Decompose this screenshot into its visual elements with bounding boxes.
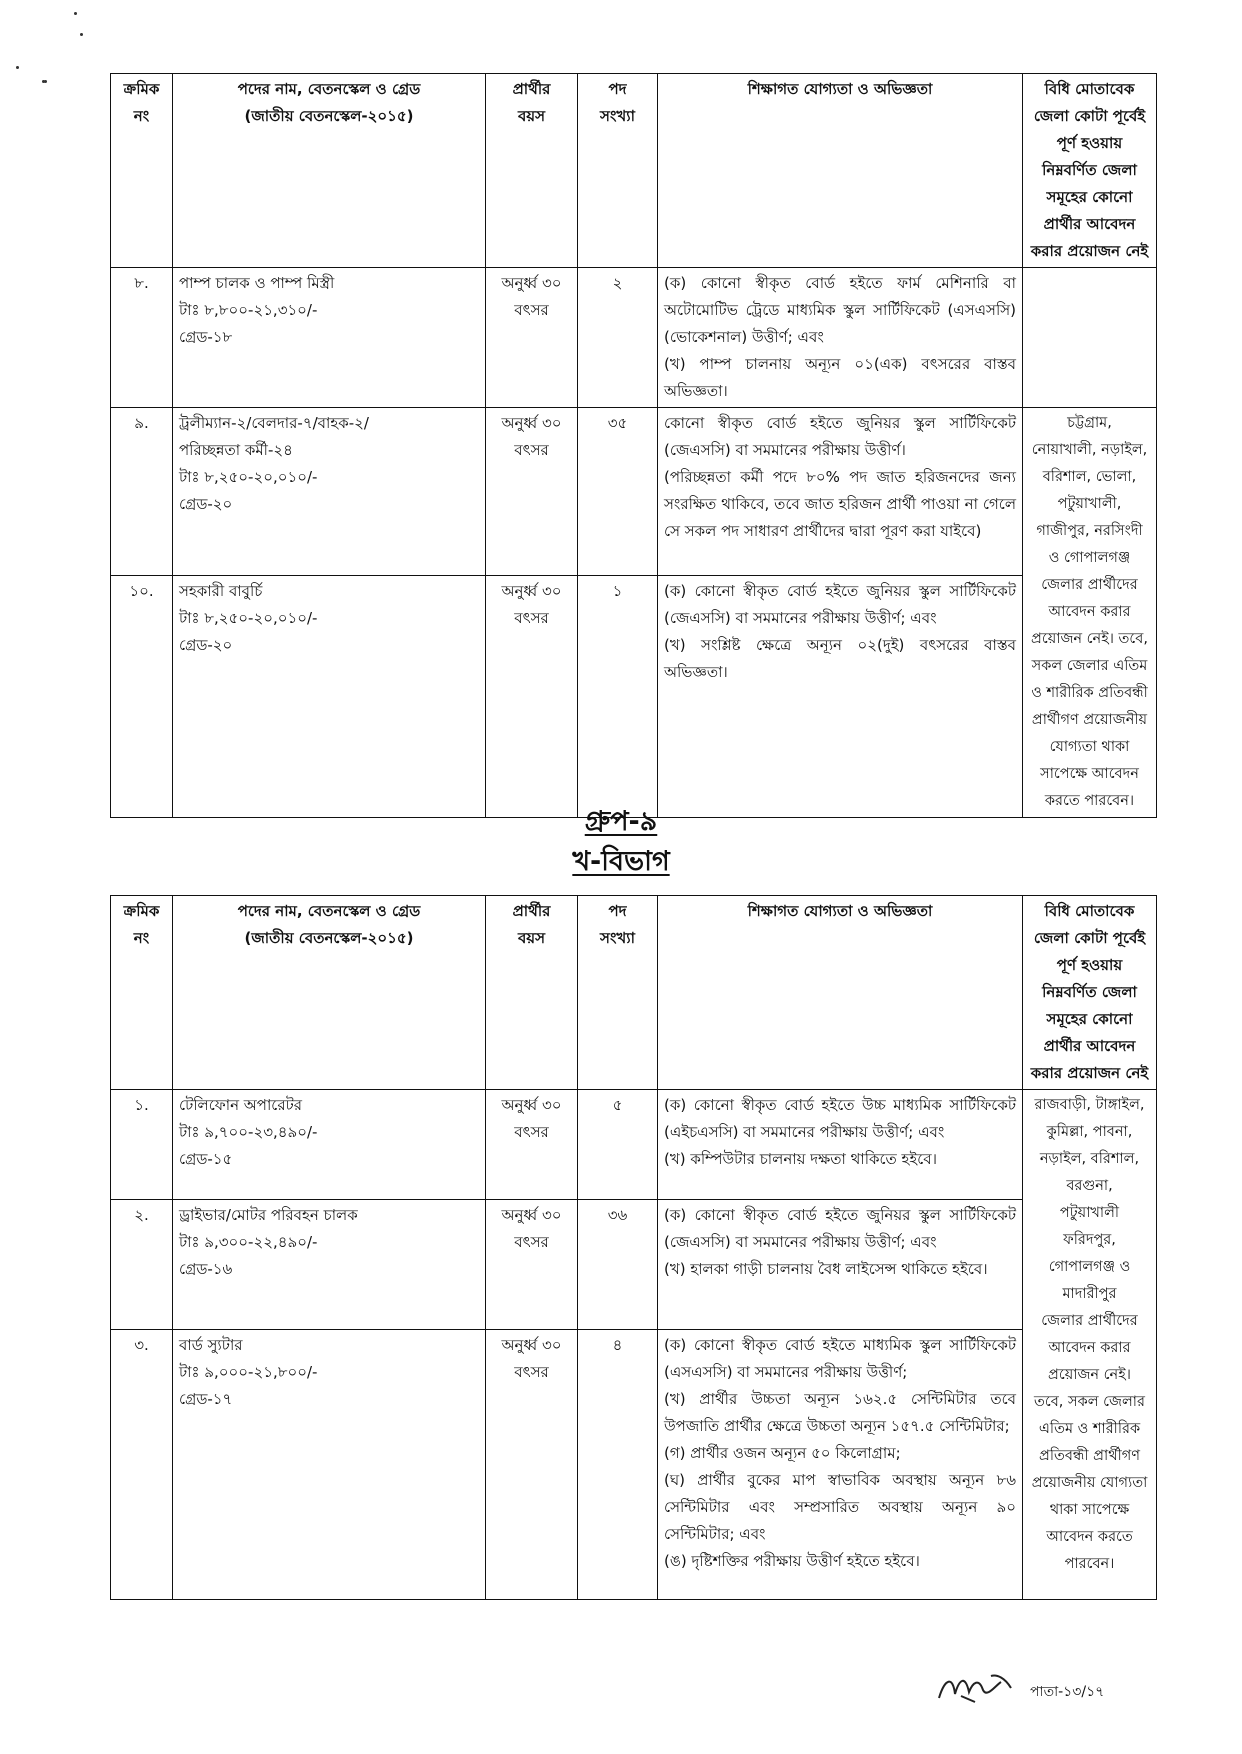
text-line: টাঃ ৮,২৫০-২০,০১০/- xyxy=(179,609,318,628)
text-line: প্রয়োজন নেই। তবে, xyxy=(1031,631,1148,647)
header-age xyxy=(486,896,578,1090)
text-line: অনুর্ধ্ব ৩০ xyxy=(501,1096,562,1114)
text-line: ড্রাইভার/মোটর পরিবহন চালক xyxy=(179,1206,358,1224)
row-post xyxy=(173,1090,486,1200)
text-line: (ঙ) দৃষ্টিশক্তির পরীক্ষায় উত্তীর্ণ হইতে হইবে। xyxy=(664,1552,920,1570)
text-line: রাজবাড়ী, টাঙ্গাইল, xyxy=(1034,1097,1145,1113)
row-serial: ২. xyxy=(111,1200,173,1330)
text-line: (ক) কোনো স্বীকৃত বোর্ড হইতে ফার্ম মেশিনারি বা অটোমোটিভ ট্রেডে মাধ্যমিক স্কুল সার্টিফিকেট (এসএসসি) (ভোকেশনাল) উত্তীর্ণ; এবং xyxy=(664,274,1016,346)
text-line: বিধি মোতাবেক xyxy=(1044,80,1135,98)
text-line: (ক) কোনো স্বীকৃত বোর্ড হইতে মাধ্যমিক স্কুল সার্টিফিকেট (এসএসসি) বা সমমানের পরীক্ষায় উত্তীর্ণ; xyxy=(664,1336,1016,1381)
table-row xyxy=(111,1090,1157,1200)
header-post xyxy=(173,74,486,268)
row-age xyxy=(486,1090,578,1200)
text-line: (ঘ) প্রার্থীর বুকের মাপ স্বাভাবিক অবস্থায় অন্যূন ৮৬ সেন্টিমিটার এবং সম্প্রসারিত অবস্থায় অন্যূন ৯০ সেন্টিমিটার; এবং xyxy=(664,1471,1016,1543)
text-line: জেলা কোটা পূর্বেই xyxy=(1033,107,1146,125)
text-line: প্রার্থীর আবেদন xyxy=(1043,215,1136,233)
text-line: বার্ড স্যুটার xyxy=(179,1336,243,1354)
table-header-row xyxy=(111,896,1157,1090)
row-serial: ১. xyxy=(111,1090,173,1200)
header-serial-line: নং xyxy=(133,107,150,125)
table-row xyxy=(111,576,1157,818)
text-line: পদের নাম, বেতনস্কেল ও গ্রেড xyxy=(237,80,421,98)
text-line: টেলিফোন অপারেটর xyxy=(179,1096,303,1114)
text-line: সংখ্যা xyxy=(600,107,635,125)
text-line: অনুর্ধ্ব ৩০ xyxy=(501,1206,562,1224)
text-line: (পরিচ্ছন্নতা কর্মী পদে ৮০% পদ জাত হরিজনদের জন্য সংরক্ষিত থাকিবে, তবে জাত হরিজন প্রার্থী পাওয়া না গেলে সে সকল পদ সাধারণ প্রার্থীদের দ্বারা পূরণ করা যাইবে) xyxy=(664,468,1016,540)
row-serial: ৩. xyxy=(111,1330,173,1600)
header-serial-line: নং xyxy=(133,929,150,947)
row-serial: ৮. xyxy=(111,268,173,408)
scan-speck xyxy=(80,33,83,36)
text-line: গোপালগঞ্জ ও xyxy=(1048,1259,1131,1275)
text-line: আবেদন করতে xyxy=(1046,1529,1133,1545)
text-line: মাদারীপুর xyxy=(1062,1286,1117,1302)
row-age xyxy=(486,1330,578,1600)
text-line: গ্রেড-১৫ xyxy=(179,1150,233,1168)
text-line: বৎসর xyxy=(514,441,549,459)
row-post xyxy=(173,1200,486,1330)
text-line: প্রার্থীর xyxy=(512,80,551,98)
header-serial-line: ক্রমিক xyxy=(123,80,160,98)
text-line: টাঃ ৯,৭০০-২৩,৪৯০/- xyxy=(179,1123,318,1141)
row-age xyxy=(486,576,578,818)
header-serial xyxy=(111,74,173,268)
text-line: প্রার্থীর xyxy=(512,902,551,920)
quota-districts xyxy=(1023,1090,1157,1600)
text-line: পরিচ্ছন্নতা কর্মী-২৪ xyxy=(179,441,293,459)
header-serial-line: ক্রমিক xyxy=(123,902,160,920)
text-line: পদ xyxy=(608,902,627,920)
text-line: (খ) হালকা গাড়ী চালনায় বৈধ লাইসেন্স থাকিতে হইবে। xyxy=(664,1260,988,1278)
row-qualification xyxy=(658,268,1023,408)
text-line: (খ) কম্পিউটার চালনায় দক্ষতা থাকিতে হইবে। xyxy=(664,1150,937,1168)
signature-icon xyxy=(935,1668,1015,1708)
table-row xyxy=(111,1330,1157,1600)
text-line: ট্রলীম্যান-২/বেলদার-৭/বাহক-২/ xyxy=(179,414,369,432)
text-line: পারবেন। xyxy=(1064,1556,1115,1572)
header-post xyxy=(173,896,486,1090)
text-line: জেলা কোটা পূর্বেই xyxy=(1033,929,1146,947)
header-count xyxy=(578,896,658,1090)
text-line: গ্রেড-১৭ xyxy=(179,1390,233,1408)
text-line: নড়াইল, বরিশাল, xyxy=(1039,1151,1140,1167)
text-line: করার প্রয়োজন নেই xyxy=(1030,1064,1149,1082)
text-line: সমূহের কোনো xyxy=(1046,188,1133,206)
text-line: ও শারীরিক প্রতিবন্ধী xyxy=(1031,685,1148,701)
text-line: জেলার প্রার্থীদের xyxy=(1041,1313,1138,1329)
row-serial: ১০. xyxy=(111,576,173,818)
text-line: ও গোপালগঞ্জ xyxy=(1048,550,1131,566)
text-line: (খ) সংশ্লিষ্ট ক্ষেত্রে অন্যূন ০২(দুই) বৎসরের বাস্তব অভিজ্ঞতা। xyxy=(664,636,1016,682)
text-line: (ক) কোনো স্বীকৃত বোর্ড হইতে জুনিয়র স্কুল সার্টিফিকেট (জেএসসি) বা সমমানের পরীক্ষায় উত্তীর্ণ; এবং xyxy=(664,582,1016,628)
row-count: ৫ xyxy=(578,1090,658,1200)
row-qualification xyxy=(658,576,1023,818)
table-row xyxy=(111,408,1157,576)
text-line: জেলার প্রার্থীদের xyxy=(1041,577,1138,593)
row-count: ৪ xyxy=(578,1330,658,1600)
row-age xyxy=(486,408,578,576)
text-line: গ্রেড-২০ xyxy=(179,495,233,513)
row-serial: ৯. xyxy=(111,408,173,576)
division-heading: খ-বিভাগ xyxy=(572,846,670,877)
text-line: (খ) প্রার্থীর উচ্চতা অন্যূন ১৬২.৫ সেন্টিমিটার তবে উপজাতি প্রার্থীর ক্ষেত্রে উচ্চতা অন্যূন ১৫৭.৫ সেন্টিমিটার; xyxy=(664,1390,1016,1435)
text-line: টাঃ ৯,০০০-২১,৮০০/- xyxy=(179,1363,318,1381)
text-line: সংখ্যা xyxy=(600,929,635,947)
text-line: অনুর্ধ্ব ৩০ xyxy=(501,274,562,292)
scan-speck xyxy=(74,12,77,15)
header-quota xyxy=(1023,896,1157,1090)
text-line: বিধি মোতাবেক xyxy=(1044,902,1135,920)
text-line: পাম্প চালক ও পাম্প মিস্ত্রী xyxy=(179,274,335,292)
header-qualification: শিক্ষাগত যোগ্যতা ও অভিজ্ঞতা xyxy=(658,896,1023,1090)
text-line: ফরিদপুর, xyxy=(1063,1232,1116,1248)
row-count: ১ xyxy=(578,576,658,818)
text-line: পদের নাম, বেতনস্কেল ও গ্রেড xyxy=(237,902,421,920)
text-line: থাকা সাপেক্ষে xyxy=(1049,1502,1130,1518)
text-line: পটুয়াখালী xyxy=(1059,1205,1120,1221)
quota-districts xyxy=(1023,408,1157,818)
scan-speck xyxy=(44,80,47,83)
text-line: যোগ্যতা থাকা xyxy=(1049,739,1130,755)
row-count: ২ xyxy=(578,268,658,408)
row-qualification xyxy=(658,408,1023,576)
text-line: (গ) প্রার্থীর ওজন অন্যূন ৫০ কিলোগ্রাম; xyxy=(664,1444,901,1462)
text-line: অনুর্ধ্ব ৩০ xyxy=(501,1336,562,1354)
recruitment-table-1 xyxy=(110,73,1157,818)
text-line: প্রতিবন্ধী প্রার্থীগণ xyxy=(1039,1448,1140,1464)
table-row xyxy=(111,1200,1157,1330)
text-line: প্রয়োজনীয় যোগ্যতা xyxy=(1031,1475,1148,1491)
text-line: তবে, সকল জেলার xyxy=(1034,1394,1145,1410)
text-line: বৎসর xyxy=(514,1233,549,1251)
text-line: টাঃ ৮,৮০০-২১,৩১০/- xyxy=(179,301,318,319)
text-line: নিম্নবর্ণিত জেলা xyxy=(1042,161,1137,179)
row-qualification xyxy=(658,1200,1023,1330)
text-line: (জাতীয় বেতনস্কেল-২০১৫) xyxy=(244,929,414,947)
text-line: নোয়াখালী, নড়াইল, xyxy=(1031,442,1148,458)
text-line: প্রার্থীগণ প্রয়োজনীয় xyxy=(1031,712,1148,728)
text-line: পূর্ণ হওয়ায় xyxy=(1056,956,1123,974)
text-line: করতে পারবেন। xyxy=(1044,793,1135,809)
text-line: প্রয়োজন নেই। xyxy=(1048,1367,1131,1383)
text-line: সমূহের কোনো xyxy=(1046,1010,1133,1028)
text-line: বৎসর xyxy=(514,1363,549,1381)
row-post xyxy=(173,576,486,818)
text-line: টাঃ ৮,২৫০-২০,০১০/- xyxy=(179,468,318,486)
text-line: বরগুনা, xyxy=(1066,1178,1113,1194)
text-line: অনুর্ধ্ব ৩০ xyxy=(501,582,562,601)
text-line: পদ xyxy=(608,80,627,98)
text-line: আবেদন করার xyxy=(1048,604,1131,620)
text-line: অনুর্ধ্ব ৩০ xyxy=(501,414,562,432)
text-line: (খ) পাম্প চালনায় অন্যূন ০১(এক) বৎসরের বাস্তব অভিজ্ঞতা। xyxy=(664,355,1016,400)
row-post xyxy=(173,1330,486,1600)
row-qualification xyxy=(658,1330,1023,1600)
table-header-row xyxy=(111,74,1157,268)
scan-speck xyxy=(16,66,19,69)
recruitment-table-2 xyxy=(110,895,1157,1600)
text-line: এতিম ও শারীরিক xyxy=(1038,1421,1141,1437)
header-age xyxy=(486,74,578,268)
row-count: ৩৫ xyxy=(578,408,658,576)
row-qualification xyxy=(658,1090,1023,1200)
text-line: সাপেক্ষে আবেদন xyxy=(1040,766,1139,782)
text-line: কোনো স্বীকৃত বোর্ড হইতে জুনিয়র স্কুল সার্টিফিকেট (জেএসসি) বা সমমানের পরীক্ষায় উত্তীর্ণ। xyxy=(664,414,1016,459)
text-line: বৎসর xyxy=(514,301,549,319)
text-line: (জাতীয় বেতনস্কেল-২০১৫) xyxy=(244,107,414,125)
text-line: গ্রেড-১৬ xyxy=(179,1260,233,1278)
text-line: বরিশাল, ভোলা, xyxy=(1042,469,1137,485)
header-quota xyxy=(1023,74,1157,268)
page-number: পাতা-১৩/১৭ xyxy=(1030,1684,1105,1700)
header-qualification: শিক্ষাগত যোগ্যতা ও অভিজ্ঞতা xyxy=(658,74,1023,268)
row-age xyxy=(486,1200,578,1330)
row-quota-empty xyxy=(1023,268,1157,408)
text-line: (ক) কোনো স্বীকৃত বোর্ড হইতে উচ্চ মাধ্যমিক সার্টিফিকেট (এইচএসসি) বা সমমানের পরীক্ষায় উত্তীর্ণ; এবং xyxy=(664,1096,1016,1141)
text-line: করার প্রয়োজন নেই xyxy=(1030,242,1149,260)
header-serial xyxy=(111,896,173,1090)
row-post xyxy=(173,408,486,576)
text-line: গ্রেড-১৮ xyxy=(179,328,233,346)
text-line: বয়স xyxy=(517,107,546,125)
table-row xyxy=(111,268,1157,408)
text-line: নিম্নবর্ণিত জেলা xyxy=(1042,983,1137,1001)
text-line: চট্টগ্রাম, xyxy=(1067,415,1112,431)
text-line: বৎসর xyxy=(514,609,549,628)
row-post xyxy=(173,268,486,408)
text-line: প্রার্থীর আবেদন xyxy=(1043,1037,1136,1055)
text-line: সহকারী বাবুর্চি xyxy=(179,582,263,601)
text-line: (ক) কোনো স্বীকৃত বোর্ড হইতে জুনিয়র স্কুল সার্টিফিকেট (জেএসসি) বা সমমানের পরীক্ষায় উত্তীর্ণ; এবং xyxy=(664,1206,1016,1251)
text-line: গাজীপুর, নরসিংদী xyxy=(1036,523,1143,539)
row-count: ৩৬ xyxy=(578,1200,658,1330)
text-line: বয়স xyxy=(517,929,546,947)
text-line: টাঃ ৯,৩০০-২২,৪৯০/- xyxy=(179,1233,318,1251)
header-count xyxy=(578,74,658,268)
text-line: পটুয়াখালী, xyxy=(1057,496,1122,512)
text-line: আবেদন করার xyxy=(1048,1340,1131,1356)
group-heading: গ্রুপ-৯ xyxy=(584,806,658,837)
text-line: বৎসর xyxy=(514,1123,549,1141)
text-line: পূর্ণ হওয়ায় xyxy=(1056,134,1123,152)
text-line: সকল জেলার এতিম xyxy=(1031,658,1148,674)
text-line: কুমিল্লা, পাবনা, xyxy=(1046,1124,1133,1140)
row-age xyxy=(486,268,578,408)
text-line: গ্রেড-২০ xyxy=(179,636,233,655)
